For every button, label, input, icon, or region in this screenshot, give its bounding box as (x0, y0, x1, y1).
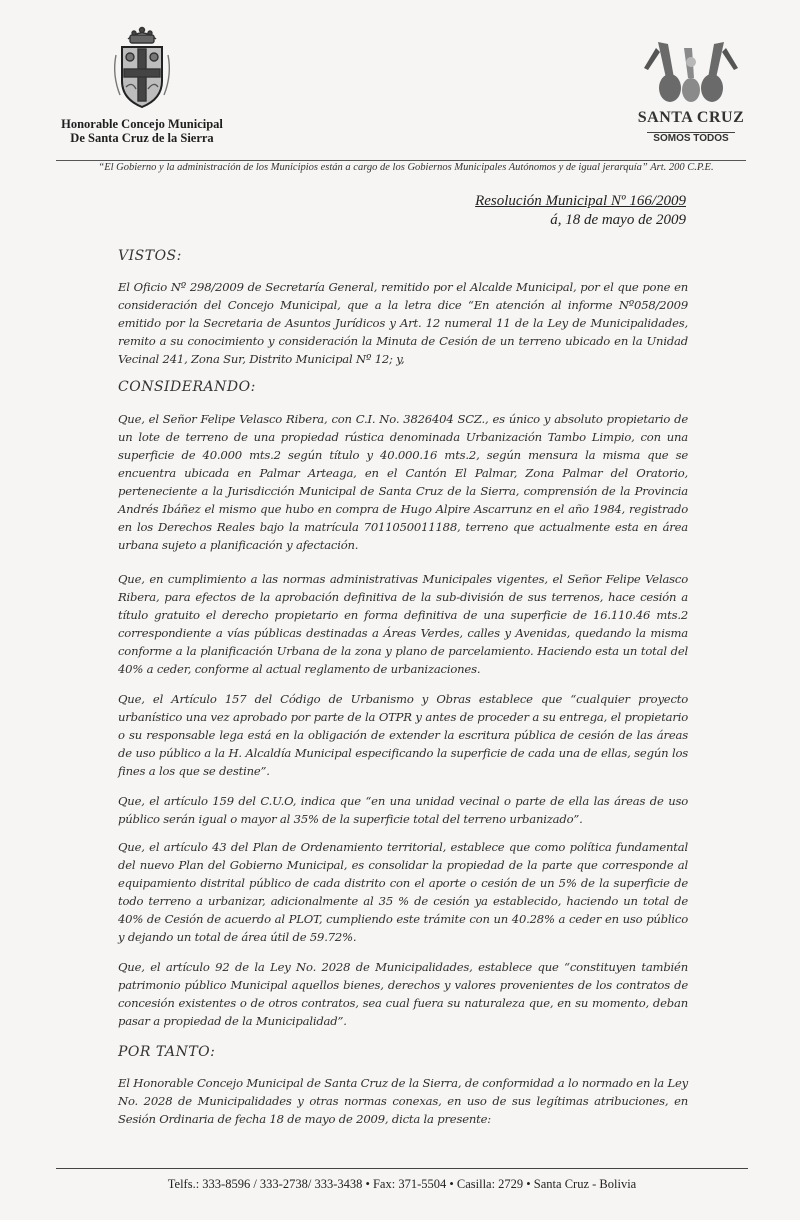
por-tanto-text: El Honorable Concejo Municipal de Santa Cruz de la Sierra, de conformidad a lo normado en la Ley No. 2028 de Municipalidades y otras normas conexas, en uso de sus legítimas atribuciones, en Sesión Ordinaria de fecha 18 de mayo de 2009, dicta la presente: (118, 1076, 688, 1126)
por-tanto-heading: POR TANTO: (118, 1044, 216, 1060)
constitution-quote: “El Gobierno y la administración de los Municipios están a cargo de los Gobiernos Municipales Autónomos y de igual jerarquía” Art. 200 C.P.E. (98, 162, 714, 173)
considerando-body-3 (118, 690, 688, 780)
considerando-body-6 (118, 958, 688, 1030)
coat-of-arms-icon (110, 25, 174, 113)
considerando-section (118, 379, 688, 395)
considerando-heading: CONSIDERANDO: (118, 379, 256, 395)
considerando-paragraph-2: Que, en cumplimiento a las normas administrativas Municipales vigentes, el Señor Felipe Velasco Ribera, para efectos de la aprobación definitiva de la sub-división de sus terrenos, hace cesión a título gratuito el derecho propietario en forma definitiva de una superficie de 16.110.46 mts.2 correspondiente a vías públicas destinadas a Áreas Verdes, calles y Avenidas, quedando la misma conforme a la planificación Urbana de la zona y plano de parcelamiento. Haciendo esta un total del 40% a ceder, conforme al actual reglamento de urbanizaciones. (118, 572, 688, 676)
por-tanto-section (118, 1044, 688, 1060)
council-name-line1: Honorable Concejo Municipal (61, 117, 223, 131)
considerando-body-5 (118, 838, 688, 946)
contact-footer: Telfs.: 333-8596 / 333-2738/ 333-3438 • Fax: 371-5504 • Casilla: 2729 • Santa Cruz - Bolivia (167, 1177, 637, 1191)
logo-subtitle: SOMOS TODOS (647, 132, 734, 145)
vistos-section (118, 248, 688, 264)
vistos-body (118, 278, 688, 368)
vistos-text: El Oficio Nº 298/2009 de Secretaría General, remitido por el Alcalde Municipal, por el que pone en consideración del Concejo Municipal, que a la letra dice “En atención al informe Nº058/2009 emitido por la Secretaria de Asuntos Jurídicos y Art. 12 numeral 11 de la Ley de Municipalidades, remito a su conocimiento y consideración la Minuta de Cesión de un terreno ubicado en la Unidad Vecinal 241, Zona Sur, Distrito Municipal Nº 12; y, (118, 280, 688, 366)
people-raising-arms-icon (636, 38, 746, 110)
council-header (52, 25, 232, 145)
considerando-paragraph-6: Que, el artículo 92 de la Ley No. 2028 de Municipalidades, establece que “constituyen también patrimonio público Municipal aquellos bienes, derechos y valores provenientes de los contratos de concesión existentes o de otros contratos, sea cual fuera su naturaleza que, en su momento, deban pasar a propiedad de la Municipalidad”. (118, 960, 688, 1028)
logo-title: SANTA CRUZ (637, 109, 745, 126)
considerando-body-4 (118, 792, 688, 828)
considerando-body-2 (118, 570, 688, 678)
vistos-heading: VISTOS: (118, 248, 182, 264)
considerando-paragraph-1: Que, el Señor Felipe Velasco Ribera, con C.I. No. 3826404 SCZ., es único y absoluto propietario de un lote de terreno de una propiedad rústica denominada Urbanización Tambo Limpio, con una superficie de 40.000 mts.2 según título y 40.000.16 mts.2, según mensura la misma que se encuentra ubicada en Palmar Arteaga, en el Cantón El Palmar, Zona Palmar del Oratorio, perteneciente a la Jurisdicción Municipal de Santa Cruz de la Sierra, comprensión de la Provincia Andrés Ibáñez el mismo que hubo en compra de Hugo Alpire Ascarrunz en el año 1984, registrado en los Derechos Reales bajo la matrícula 7011050011188, terreno que actualmente esta en área urbana sujeto a planificación y afectación. (118, 412, 688, 552)
header-divider (56, 160, 746, 161)
resolution-date: á, 18 de mayo de 2009 (550, 212, 686, 228)
council-name-line2: De Santa Cruz de la Sierra (70, 131, 214, 145)
considerando-body-1 (118, 410, 688, 554)
considerando-paragraph-3: Que, el Artículo 157 del Código de Urbanismo y Obras establece que “cualquier proyecto urbanístico una vez aprobado por parte de la OTPR y antes de proceder a su entrega, el propietario o su responsable lega está en la obligación de extender la escritura pública de cesión de las áreas de uso público a la H. Alcaldía Municipal especificando la superficie de cada una de ellas, según los fines a los que se destine”. (118, 692, 688, 778)
footer-divider (56, 1168, 748, 1169)
considerando-paragraph-4: Que, el artículo 159 del C.U.O, indica que “en una unidad vecinal o parte de ella las áreas de uso público serán igual o mayor al 35% de la superficie total del terreno urbanizado”. (118, 794, 688, 826)
resolution-title: Resolución Municipal Nº 166/2009 (475, 193, 686, 209)
por-tanto-body (118, 1074, 688, 1128)
santa-cruz-logo (626, 38, 756, 145)
considerando-paragraph-5: Que, el artículo 43 del Plan de Ordenamiento territorial, establece que como política fundamental del nuevo Plan del Gobierno Municipal, es consolidar la propiedad de la parte que corresponde al equipamiento distrital público de cada distrito con el aporte o cesión de un 5% de la superficie de todo terreno a urbanizar, adicionalmente al 35 % de cesión ya establecido, haciendo un total de 40% de Cesión de acuerdo al PLOT, cumpliendo este trámite con un 40.28% a ceder en uso público y dejando un total de área útil de 59.72%. (118, 840, 688, 944)
